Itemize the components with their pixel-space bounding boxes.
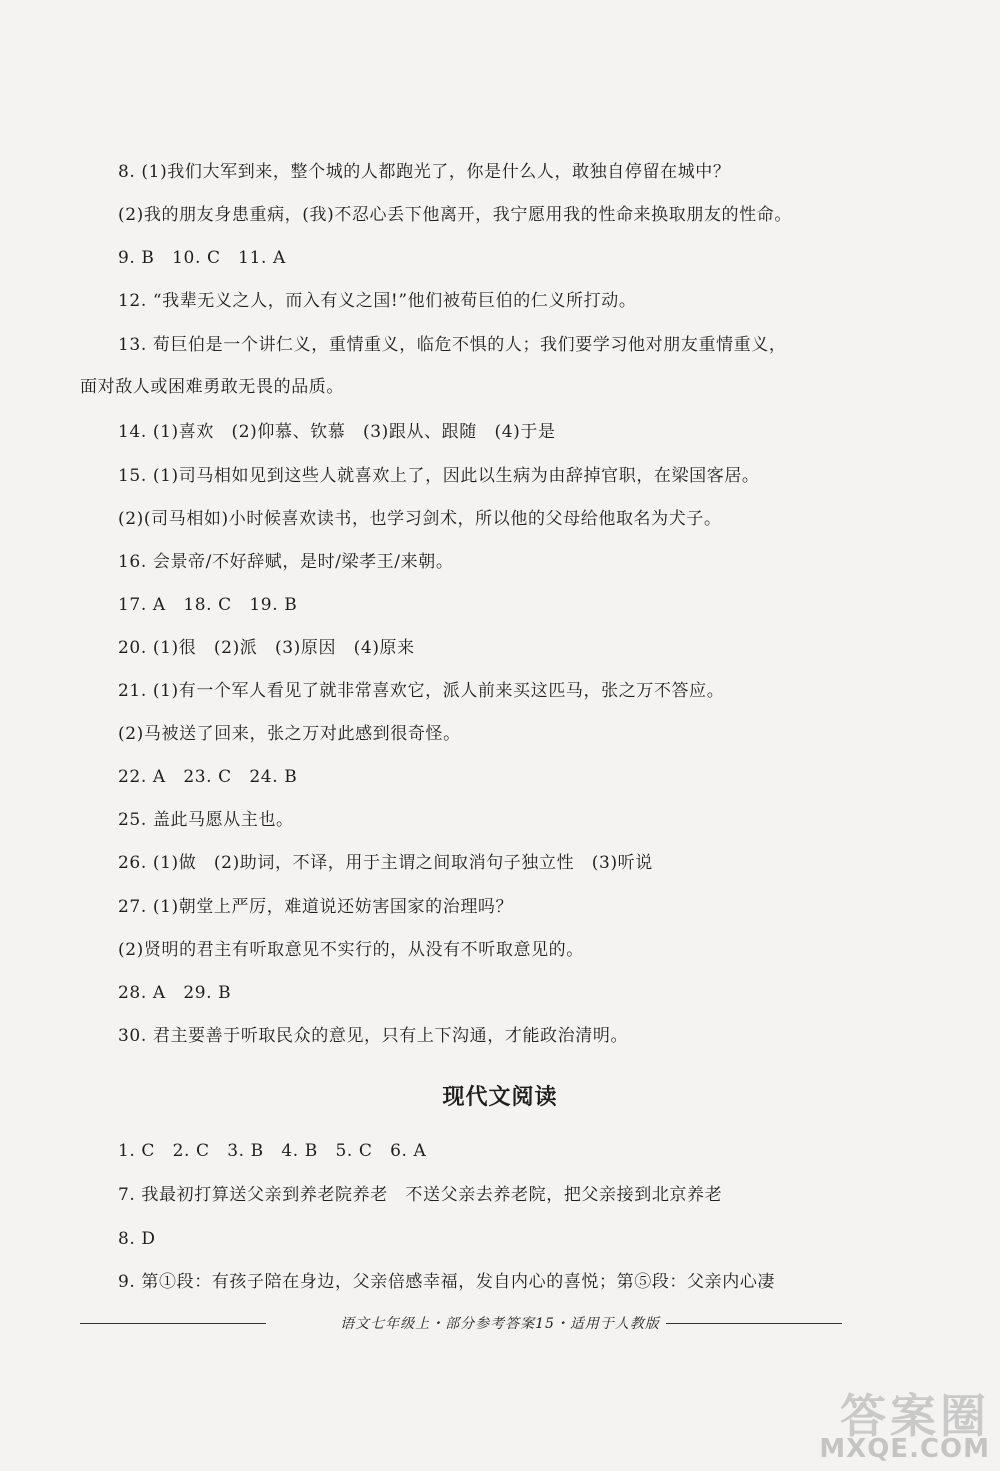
answer-line-14: 14. (1)喜欢 (2)仰慕、钦慕 (3)跟从、跟随 (4)于是 [118,422,556,442]
section-line-7: 7. 我最初打算送父亲到养老院养老 不送父亲去养老院，把父亲接到北京养老 [118,1185,723,1205]
section-title: 现代文阅读 [442,1085,558,1110]
answer-line-13: 13. 荀巨伯是一个讲仁义，重情重义，临危不惧的人；我们要学习他对朋友重情重义， [118,335,787,355]
footer-label: 语文七年级上・部分参考答案15・适用于人教版 [334,1316,666,1332]
watermark [760,1380,990,1465]
answer-line-21-1: 21. (1)有一个军人看见了就非常喜欢它，派人前来买这匹马，张之万不答应。 [118,681,725,701]
answer-line-22-24: 22. A 23. C 24. B [118,767,298,787]
watermark-logo-text: 答案圈 [840,1389,990,1443]
answer-line-20: 20. (1)很 (2)派 (3)原因 (4)原来 [118,638,415,658]
answer-line-30: 30. 君主要善于听取民众的意见，只有上下沟通，才能政治清明。 [118,1026,629,1046]
answer-line-21-2: (2)马被送了回来，张之万对此感到很奇怪。 [118,724,461,744]
answer-line-25: 25. 盖此马愿从主也。 [118,810,294,830]
answer-line-8-1: 8. (1)我们大军到来，整个城的人都跑光了，你是什么人，敢独自停留在城中？ [118,162,731,182]
answer-line-9-11: 9. B 10. C 11. A [118,248,286,268]
answer-line-17-19: 17. A 18. C 19. B [118,595,298,615]
section-line-1-6: 1. C 2. C 3. B 4. B 5. C 6. A [118,1141,427,1161]
answer-line-28-29: 28. A 29. B [118,983,232,1003]
answer-line-8-2: (2)我的朋友身患重病，(我)不忍心丢下他离开，我宁愿用我的性命来换取朋友的性命。 [118,205,792,225]
watermark-url: MXQE.COM [819,1434,990,1464]
section-line-8: 8. D [118,1229,156,1249]
answer-line-16: 16. 会景帝/不好辞赋，是时/梁孝王/来朝。 [118,552,454,572]
answer-line-13-cont: 面对敌人或困难勇敢无畏的品质。 [80,377,344,397]
answer-line-27-1: 27. (1)朝堂上严厉，难道说还妨害国家的治理吗？ [118,897,514,917]
answer-line-15-1: 15. (1)司马相如见到这些人就喜欢上了，因此以生病为由辞掉官职，在梁国客居。 [118,466,760,486]
answer-line-26: 26. (1)做 (2)助词，不译，用于主谓之间取消句子独立性 (3)听说 [118,853,653,873]
answer-line-27-2: (2)贤明的君主有听取意见不实行的，从没有不听取意见的。 [118,940,584,960]
answer-line-12: 12. “我辈无义之人，而入有义之国!”他们被荀巨伯的仁义所打动。 [118,291,637,311]
section-line-9: 9. 第①段：有孩子陪在身边，父亲倍感幸福，发自内心的喜悦；第⑤段：父亲内心凄 [118,1272,776,1292]
page-footer [0,1313,1000,1333]
answer-line-15-2: (2)(司马相如)小时候喜欢读书，也学习剑术，所以他的父母给他取名为犬子。 [118,509,722,529]
